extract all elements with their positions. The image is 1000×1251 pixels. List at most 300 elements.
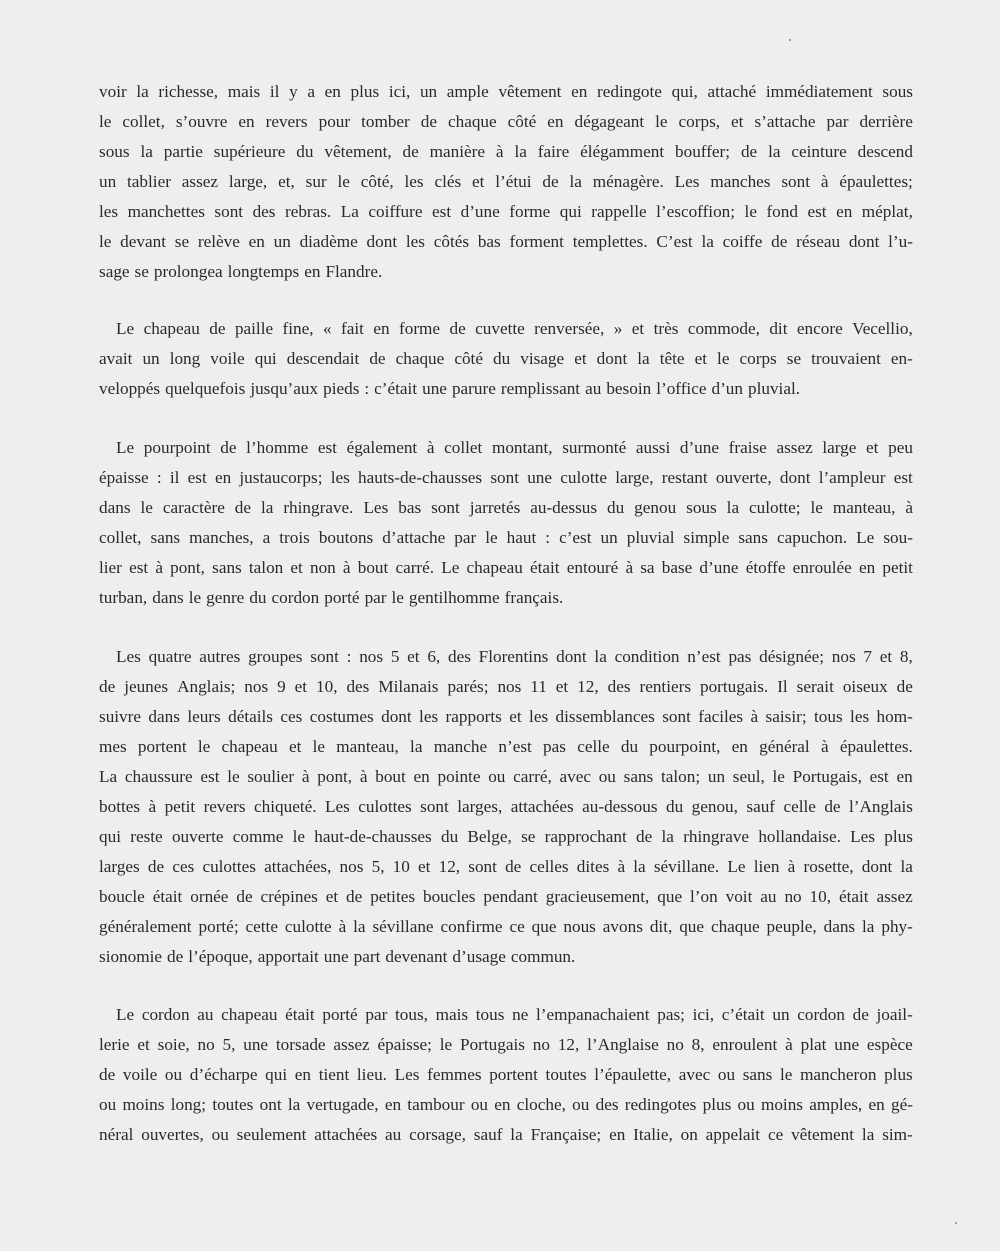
word: Les xyxy=(394,1065,420,1084)
word: et xyxy=(472,172,485,191)
word: s’attache xyxy=(754,112,816,131)
word: bas xyxy=(398,498,422,517)
word: portent xyxy=(489,1065,538,1084)
text-line xyxy=(99,707,913,737)
word: avec xyxy=(559,767,591,786)
word: lien xyxy=(753,857,780,876)
word: gé- xyxy=(890,1095,913,1114)
word: à xyxy=(625,558,634,577)
word: pas; xyxy=(657,1005,685,1024)
word: l’Anglais xyxy=(849,797,913,816)
word: de xyxy=(99,677,116,696)
word: portugais. xyxy=(699,677,769,696)
word: attachées xyxy=(314,1125,378,1144)
word: d’écharpe xyxy=(189,1065,258,1084)
word: manteau, xyxy=(336,737,399,756)
word: la xyxy=(701,232,714,251)
word: et xyxy=(879,647,893,666)
text-line xyxy=(99,647,913,677)
word: coiffe xyxy=(722,232,763,251)
word: surmonté xyxy=(562,438,627,457)
word: le xyxy=(485,528,498,547)
word: attaché xyxy=(707,82,757,101)
word: 12, xyxy=(438,857,461,876)
word: 10, xyxy=(809,887,832,906)
word: de xyxy=(220,438,237,457)
text-line xyxy=(99,857,913,887)
word: Le xyxy=(856,528,875,547)
word: phy- xyxy=(881,917,913,936)
word: le xyxy=(717,349,730,368)
word: Portugais xyxy=(460,1035,525,1054)
word: : xyxy=(364,379,370,398)
text-line xyxy=(99,438,913,468)
word: boucles xyxy=(422,887,476,906)
word: descend xyxy=(857,142,913,161)
word: Il xyxy=(777,677,788,696)
word: l’Anglaise xyxy=(587,1035,659,1054)
word: mais xyxy=(435,1005,469,1024)
word: ou xyxy=(572,1095,590,1114)
text-line xyxy=(99,319,913,349)
word: nous xyxy=(563,917,596,936)
word: et xyxy=(631,319,645,338)
word: besoin xyxy=(606,379,652,398)
word: qui xyxy=(99,827,121,846)
word: des xyxy=(346,677,370,696)
text-line xyxy=(99,468,913,498)
word: tient xyxy=(318,1065,350,1084)
word: et xyxy=(289,737,302,756)
word: revers xyxy=(265,112,308,131)
word: en xyxy=(304,262,321,281)
word: no xyxy=(197,1035,215,1054)
word: Portugais, xyxy=(792,767,862,786)
word: leurs xyxy=(187,707,221,726)
word: français. xyxy=(504,588,564,607)
word: carré. xyxy=(395,558,435,577)
word: celle xyxy=(783,797,816,816)
word: l’homme xyxy=(246,438,309,457)
word: dissemblances xyxy=(555,707,655,726)
word: plat xyxy=(800,1035,827,1054)
word: de xyxy=(402,142,419,161)
word: en xyxy=(413,767,430,786)
word: larges, xyxy=(457,797,503,816)
text-line xyxy=(99,498,913,528)
word: ou xyxy=(598,767,616,786)
word: de xyxy=(852,1005,869,1024)
word: bottes xyxy=(99,797,141,816)
word: le xyxy=(188,588,202,607)
text-line xyxy=(99,528,913,558)
word: suivre xyxy=(99,707,142,726)
word: sous xyxy=(882,82,913,101)
word: et xyxy=(555,677,569,696)
word: Les xyxy=(674,172,700,191)
word: Française; xyxy=(530,1125,602,1144)
word: voile xyxy=(210,349,245,368)
word: en xyxy=(571,82,588,101)
word: base xyxy=(661,558,693,577)
word: c’était xyxy=(374,379,418,398)
word: devant xyxy=(120,232,166,251)
word: sont xyxy=(781,172,810,191)
word: en xyxy=(547,112,564,131)
word: des xyxy=(252,202,276,221)
word: méplat, xyxy=(861,202,913,221)
word: par xyxy=(826,112,849,131)
word: du xyxy=(607,498,625,517)
word: le xyxy=(197,737,211,756)
word: dont xyxy=(381,707,412,726)
word: pas xyxy=(543,737,566,756)
word: visage xyxy=(520,349,565,368)
word: parés; xyxy=(447,677,489,696)
word: rappelle xyxy=(591,202,647,221)
word: d’attache xyxy=(382,528,446,547)
word: montant, xyxy=(491,438,553,457)
word: en xyxy=(324,82,341,101)
word: ou xyxy=(737,1095,755,1114)
word: haut-de-chausses xyxy=(314,827,432,846)
word: non xyxy=(309,558,336,577)
word: sans xyxy=(212,558,242,577)
word: sionomie xyxy=(99,947,163,966)
word: ici, xyxy=(388,82,411,101)
word: dont xyxy=(848,232,880,251)
word: chapeau xyxy=(466,558,523,577)
word: crépines xyxy=(260,887,318,906)
word: torsade xyxy=(275,1035,326,1054)
word: ces xyxy=(172,857,195,876)
word: étoffe xyxy=(745,558,786,577)
word: est xyxy=(869,767,889,786)
word: lier xyxy=(99,558,122,577)
word: et xyxy=(866,438,879,457)
text-line xyxy=(99,827,913,857)
word: templettes. xyxy=(572,232,648,251)
word: le xyxy=(140,498,153,517)
word: très xyxy=(653,319,679,338)
word: moins xyxy=(122,1095,165,1114)
word: avec xyxy=(678,1065,711,1084)
word: le xyxy=(772,767,785,786)
word: pluvial xyxy=(626,528,675,547)
word: redingote xyxy=(597,82,662,101)
word: pourpoint xyxy=(143,438,211,457)
word: ces xyxy=(280,707,303,726)
word: soie, xyxy=(157,1035,190,1054)
word: à xyxy=(820,172,829,191)
word: celle xyxy=(577,737,610,756)
word: vertugade, xyxy=(306,1095,379,1114)
word: trouvaient xyxy=(811,349,881,368)
word: sévillane. xyxy=(653,857,720,876)
word: lerie xyxy=(99,1035,130,1054)
word: à xyxy=(148,797,157,816)
word: saisir; xyxy=(765,707,807,726)
paragraph-3 xyxy=(99,438,913,618)
word: du xyxy=(296,142,314,161)
text-line xyxy=(99,1005,913,1035)
word: genou, xyxy=(691,797,738,816)
text-line xyxy=(99,588,913,618)
word: fait xyxy=(341,319,364,338)
word: et xyxy=(294,677,308,696)
word: en xyxy=(858,558,876,577)
word: encore xyxy=(796,319,843,338)
word: et xyxy=(137,1035,150,1054)
word: justaucorps; xyxy=(239,468,323,487)
word: manches, xyxy=(189,528,254,547)
word: culotte xyxy=(284,917,332,936)
word: l’étui xyxy=(495,172,532,191)
word: talon; xyxy=(660,767,701,786)
word: forme xyxy=(509,202,551,221)
word: par xyxy=(454,528,477,547)
word: assez xyxy=(776,438,813,457)
word: se xyxy=(174,232,190,251)
word: corsage, xyxy=(409,1125,466,1144)
word: de xyxy=(234,498,252,517)
word: Milanais xyxy=(378,677,439,696)
word: sont xyxy=(490,468,519,487)
word: sont xyxy=(468,857,497,876)
word: : xyxy=(156,468,162,487)
word: chaque xyxy=(710,917,760,936)
word: de xyxy=(147,857,165,876)
word: Italie, xyxy=(633,1125,673,1144)
word: cette xyxy=(245,917,278,936)
word: sauf xyxy=(473,1125,503,1144)
text-line xyxy=(99,1125,913,1155)
word: y xyxy=(289,82,298,101)
word: à xyxy=(617,857,626,876)
word: sont xyxy=(420,797,449,816)
word: culotte; xyxy=(749,498,801,517)
word: genre xyxy=(206,588,245,607)
word: renversée, xyxy=(534,319,605,338)
word: large xyxy=(822,438,857,457)
word: Les xyxy=(363,498,389,517)
word: enroulent xyxy=(712,1035,778,1054)
word: le xyxy=(227,767,240,786)
word: no xyxy=(666,1035,684,1054)
word: fraise xyxy=(728,438,767,457)
word: partie xyxy=(163,142,203,161)
word: Les xyxy=(850,827,875,846)
word: assez xyxy=(181,172,219,191)
word: les xyxy=(404,172,424,191)
word: serait xyxy=(796,677,834,696)
word: 10, xyxy=(316,677,338,696)
word: l’escoffion; xyxy=(656,202,736,221)
text-line xyxy=(99,1095,913,1125)
word: que xyxy=(657,887,683,906)
word: avons xyxy=(602,917,643,936)
word: est xyxy=(187,468,207,487)
word: d’une xyxy=(699,558,739,577)
word: amples, xyxy=(809,1095,863,1114)
word: épaulettes; xyxy=(839,172,913,191)
word: nos xyxy=(244,677,269,696)
word: la xyxy=(140,142,153,161)
word: nos xyxy=(831,647,856,666)
word: genou xyxy=(634,498,677,517)
word: sans xyxy=(738,528,768,547)
word: l’office xyxy=(656,379,707,398)
word: plus xyxy=(884,1065,913,1084)
word: pointe xyxy=(437,767,481,786)
word: et xyxy=(407,647,420,666)
paragraph-1 xyxy=(99,82,913,292)
word: 5, xyxy=(222,1035,236,1054)
word: n’est xyxy=(498,737,532,756)
word: capuchon. xyxy=(776,528,848,547)
word: vêtement xyxy=(498,82,562,101)
word: une xyxy=(243,1035,269,1054)
word: est xyxy=(807,202,827,221)
word: du xyxy=(620,737,639,756)
word: bouffer; xyxy=(675,142,731,161)
word: au xyxy=(585,379,602,398)
word: et xyxy=(574,349,587,368)
word: la xyxy=(510,1125,523,1144)
word: manches xyxy=(710,172,771,191)
word: rentiers xyxy=(639,677,692,696)
word: à xyxy=(820,737,829,756)
word: une xyxy=(834,1035,860,1054)
word: caractère xyxy=(162,498,225,517)
word: la xyxy=(726,498,740,517)
word: appelait xyxy=(705,1125,761,1144)
word: pont, xyxy=(317,767,353,786)
word: reste xyxy=(130,827,163,846)
word: tous xyxy=(814,707,843,726)
word: sans xyxy=(150,528,181,547)
word: corps xyxy=(739,349,777,368)
word: talon xyxy=(248,558,284,577)
word: de xyxy=(740,142,758,161)
word: d’une xyxy=(460,202,500,221)
word: immédiatement xyxy=(765,82,873,101)
word: Anglais; xyxy=(177,677,236,696)
word: cordon xyxy=(141,1005,190,1024)
word: bas xyxy=(477,232,501,251)
word: de xyxy=(346,887,363,906)
word: sont xyxy=(662,707,691,726)
word: cuvette xyxy=(475,319,525,338)
word: les xyxy=(405,232,425,251)
word: le xyxy=(99,232,112,251)
word: ne xyxy=(512,1005,529,1024)
word: peuple, xyxy=(766,917,817,936)
word: moins xyxy=(760,1095,803,1114)
word: attachées, xyxy=(264,857,332,876)
word: redingotes xyxy=(624,1095,697,1114)
word: en xyxy=(836,202,853,221)
word: la xyxy=(637,349,650,368)
word: ou xyxy=(99,1095,117,1114)
word: parure xyxy=(451,379,496,398)
word: soulier xyxy=(247,767,295,786)
word: tous xyxy=(475,1005,505,1024)
word: relève xyxy=(197,232,240,251)
word: ménagère. xyxy=(592,172,664,191)
word: culottes xyxy=(358,797,412,816)
word: toutes xyxy=(545,1065,587,1084)
word: le xyxy=(744,202,757,221)
word: long xyxy=(169,349,201,368)
word: faire xyxy=(537,142,570,161)
word: dont xyxy=(861,857,893,876)
word: fond xyxy=(766,202,798,221)
word: enroulée xyxy=(792,558,852,577)
word: Le xyxy=(116,438,135,457)
word: 9 xyxy=(277,677,286,696)
word: à xyxy=(495,142,504,161)
word: de xyxy=(542,172,559,191)
word: petites xyxy=(370,887,416,906)
word: peu xyxy=(888,438,913,457)
word: dit xyxy=(769,319,788,338)
word: ce xyxy=(509,917,525,936)
word: cloche, xyxy=(516,1095,566,1114)
word: cordon xyxy=(797,1005,845,1024)
word: le xyxy=(312,737,326,756)
word: gentilhomme xyxy=(408,588,500,607)
word: rhingrave xyxy=(683,827,750,846)
word: sont xyxy=(431,498,460,517)
word: autres xyxy=(199,647,241,666)
word: la xyxy=(410,737,423,756)
word: Florentins xyxy=(478,647,549,666)
word: celles xyxy=(529,857,569,876)
word: jusqu’aux xyxy=(250,379,319,398)
word: chaussure xyxy=(124,767,193,786)
word: d’usage xyxy=(452,947,506,966)
word: prolongea xyxy=(153,262,223,281)
word: a xyxy=(262,528,271,547)
word: » xyxy=(613,319,623,338)
word: en xyxy=(248,232,265,251)
word: en xyxy=(238,112,255,131)
word: de xyxy=(449,319,466,338)
word: forme xyxy=(399,319,441,338)
word: porté; xyxy=(198,917,239,936)
word: ou xyxy=(211,1125,229,1144)
word: de xyxy=(636,827,653,846)
word: la xyxy=(260,498,274,517)
word: l’empanachaient xyxy=(535,1005,650,1024)
word: large, xyxy=(228,172,268,191)
text-line xyxy=(99,917,913,947)
text-line xyxy=(99,232,913,262)
word: large, xyxy=(615,468,654,487)
text-line xyxy=(99,767,913,797)
word: vêtement xyxy=(791,1125,855,1144)
word: on xyxy=(680,1125,698,1144)
word: descendait xyxy=(286,349,360,368)
word: de xyxy=(369,349,386,368)
word: au-dessous xyxy=(582,797,658,816)
word: tablier xyxy=(127,172,171,191)
word: petit xyxy=(164,797,196,816)
word: un xyxy=(419,82,438,101)
word: costumes xyxy=(309,707,374,726)
word: tambour xyxy=(407,1095,465,1114)
